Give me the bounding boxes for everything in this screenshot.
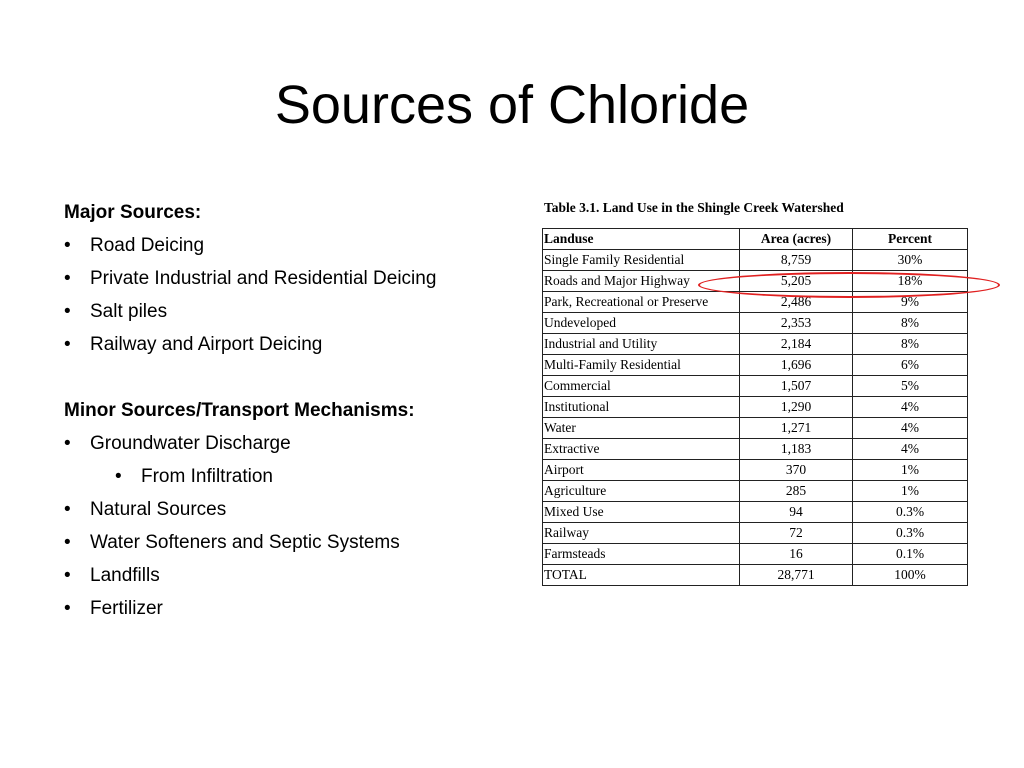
cell-percent: 1% xyxy=(853,460,968,481)
cell-landuse: Railway xyxy=(543,523,740,544)
header-landuse: Landuse xyxy=(543,229,740,250)
table-row xyxy=(543,418,968,439)
cell-percent: 8% xyxy=(853,313,968,334)
minor-sources-heading: Minor Sources/Transport Mechanisms: xyxy=(64,400,415,421)
table-row xyxy=(543,397,968,418)
cell-area: 2,486 xyxy=(740,292,853,313)
list-item: • Natural Sources xyxy=(64,493,514,526)
cell-percent: 6% xyxy=(853,355,968,376)
cell-area: 8,759 xyxy=(740,250,853,271)
cell-percent: 4% xyxy=(853,397,968,418)
table-row xyxy=(543,544,968,565)
cell-area: 28,771 xyxy=(740,565,853,586)
table-row xyxy=(543,481,968,502)
header-percent: Percent xyxy=(853,229,968,250)
cell-area: 72 xyxy=(740,523,853,544)
table-caption: Table 3.1. Land Use in the Shingle Creek Watershed xyxy=(544,200,844,215)
table-row xyxy=(543,460,968,481)
cell-percent: 18% xyxy=(853,271,968,292)
cell-area: 1,696 xyxy=(740,355,853,376)
cell-percent: 4% xyxy=(853,439,968,460)
land-use-table-figure xyxy=(542,200,968,586)
cell-landuse: Airport xyxy=(543,460,740,481)
cell-landuse: Single Family Residential xyxy=(543,250,740,271)
table-row xyxy=(543,376,968,397)
cell-area: 285 xyxy=(740,481,853,502)
cell-landuse: TOTAL xyxy=(543,565,740,586)
list-item: • Private Industrial and Residential Deicing xyxy=(64,262,514,295)
list-item: • Water Softeners and Septic Systems xyxy=(64,526,514,559)
major-sources-heading: Major Sources: xyxy=(64,202,202,223)
list-item: • Groundwater Discharge xyxy=(64,427,514,460)
cell-area: 1,183 xyxy=(740,439,853,460)
cell-landuse: Institutional xyxy=(543,397,740,418)
list-item: • Salt piles xyxy=(64,295,514,328)
cell-area: 1,507 xyxy=(740,376,853,397)
cell-landuse: Commercial xyxy=(543,376,740,397)
table-header-row xyxy=(543,229,968,250)
slide-title: Sources of Chloride xyxy=(274,75,750,135)
cell-area: 16 xyxy=(740,544,853,565)
cell-landuse: Agriculture xyxy=(543,481,740,502)
cell-percent: 1% xyxy=(853,481,968,502)
cell-landuse: Extractive xyxy=(543,439,740,460)
list-item-sub: • From Infiltration xyxy=(115,460,514,493)
cell-percent: 0.3% xyxy=(853,523,968,544)
highlight-circle xyxy=(698,272,1000,298)
table-row xyxy=(543,565,968,586)
header-area: Area (acres) xyxy=(740,229,853,250)
table-row xyxy=(543,502,968,523)
cell-area: 1,271 xyxy=(740,418,853,439)
list-item: • Landfills xyxy=(64,559,514,592)
table-row xyxy=(543,313,968,334)
table-row xyxy=(543,355,968,376)
cell-percent: 5% xyxy=(853,376,968,397)
cell-percent: 9% xyxy=(853,292,968,313)
sources-list xyxy=(64,196,514,625)
cell-landuse: Multi-Family Residential xyxy=(543,355,740,376)
cell-landuse: Farmsteads xyxy=(543,544,740,565)
cell-area: 370 xyxy=(740,460,853,481)
spacer xyxy=(64,361,514,394)
cell-landuse: Roads and Major Highway xyxy=(543,271,740,292)
table-row xyxy=(543,250,968,271)
cell-percent: 30% xyxy=(853,250,968,271)
table-row xyxy=(543,439,968,460)
cell-area: 1,290 xyxy=(740,397,853,418)
cell-percent: 100% xyxy=(853,565,968,586)
cell-percent: 0.1% xyxy=(853,544,968,565)
cell-landuse: Undeveloped xyxy=(543,313,740,334)
cell-area: 5,205 xyxy=(740,271,853,292)
table-row xyxy=(543,334,968,355)
list-item: • Fertilizer xyxy=(64,592,514,625)
cell-area: 94 xyxy=(740,502,853,523)
cell-landuse: Park, Recreational or Preserve xyxy=(543,292,740,313)
list-item: • Road Deicing xyxy=(64,229,514,262)
cell-landuse: Water xyxy=(543,418,740,439)
table-row xyxy=(543,523,968,544)
cell-landuse: Industrial and Utility xyxy=(543,334,740,355)
cell-landuse: Mixed Use xyxy=(543,502,740,523)
cell-area: 2,184 xyxy=(740,334,853,355)
cell-percent: 8% xyxy=(853,334,968,355)
cell-percent: 4% xyxy=(853,418,968,439)
cell-percent: 0.3% xyxy=(853,502,968,523)
cell-area: 2,353 xyxy=(740,313,853,334)
list-item: • Railway and Airport Deicing xyxy=(64,328,514,361)
